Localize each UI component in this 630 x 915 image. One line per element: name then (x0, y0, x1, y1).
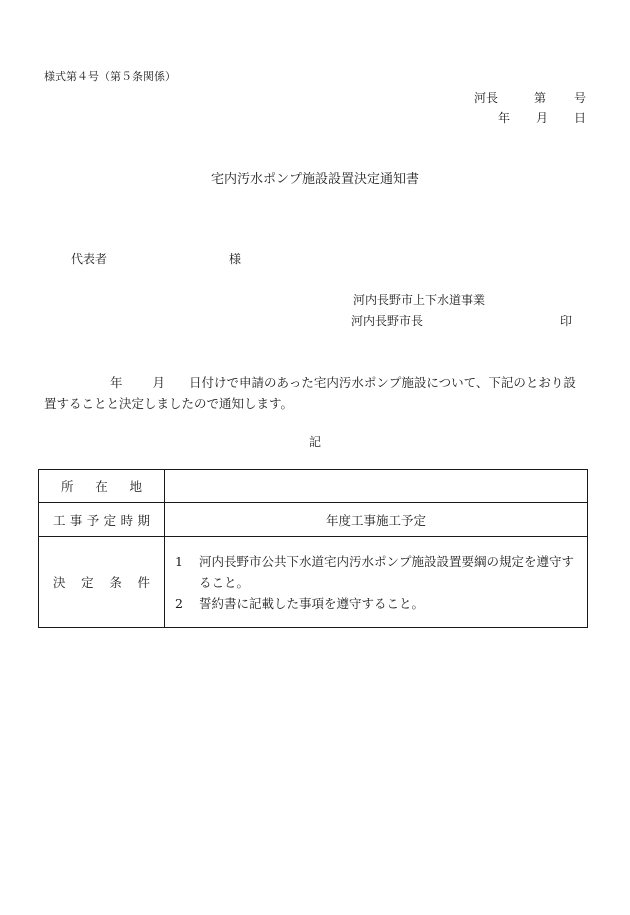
document-title: 宅内汚水ポンプ施設設置決定通知書 (210, 172, 419, 187)
reference-go: 号 (573, 91, 586, 105)
form-number: 様式第４号（第５条関係） (44, 70, 176, 83)
issuer-seal: 印 (560, 314, 573, 328)
location-label: 所 在 地 (39, 470, 165, 503)
issuer-organization: 河内長野市上下水道事業 (353, 293, 486, 307)
conditions-value (165, 537, 588, 628)
table-row-conditions (39, 537, 588, 628)
table-row-location (39, 470, 588, 503)
recipient-label: 代表者 (71, 252, 108, 266)
table-row-schedule (39, 503, 588, 537)
notice-body (44, 372, 587, 414)
list-item: 2 誓約書に記載した事項を遵守すること。 (175, 595, 425, 611)
reference-dai: 第 (533, 91, 546, 105)
reference-year: 年 (497, 111, 510, 125)
body-text: 日付けで申請のあった宅内汚水ポンプ施設について、下記のとおり設置することと決定しましたので通知します。 (44, 375, 576, 411)
recipient-honorific: 様 (229, 252, 242, 266)
schedule-value: 年度工事施工予定 (165, 503, 588, 537)
detail-table (38, 469, 588, 628)
location-value (165, 470, 588, 503)
list-item: 1 河内長野市公共下水道宅内汚水ポンプ施設設置要綱の規定を遵守すること。 (175, 553, 575, 590)
reference-date-line (498, 109, 586, 126)
conditions-label: 決 定 条 件 (39, 537, 165, 628)
reference-month: 月 (535, 111, 548, 125)
body-month: 月 (152, 375, 166, 390)
issuer-position: 河内長野市長 (351, 314, 424, 328)
schedule-label: 工 事 予 定 時 期 (39, 503, 165, 537)
reference-day: 日 (573, 111, 586, 125)
reference-number-line (474, 89, 586, 106)
ki-heading: 記 (308, 435, 321, 449)
reference-office: 河長 (473, 91, 498, 105)
body-year: 年 (110, 375, 123, 390)
